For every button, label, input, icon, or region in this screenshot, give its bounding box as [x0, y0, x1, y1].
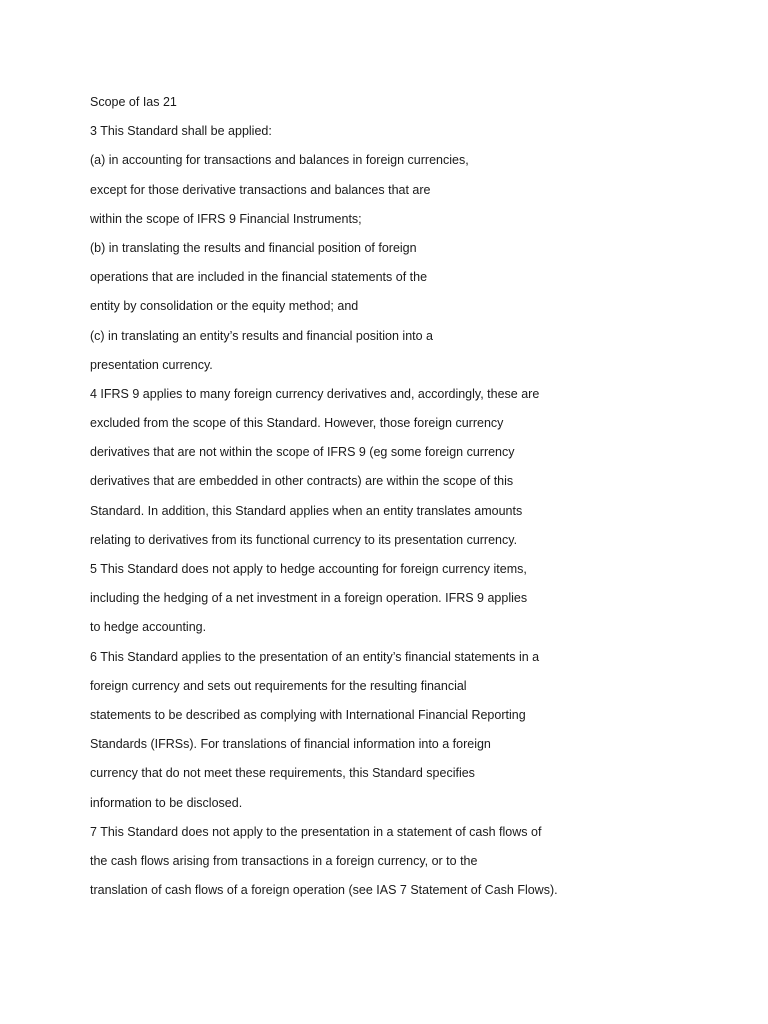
paragraph-6-line: Standards (IFRSs). For translations of financial information into a foreign — [90, 737, 491, 752]
paragraph-4-line: Standard. In addition, this Standard applies when an entity translates amounts — [90, 503, 523, 518]
paragraph-3b-line: entity by consolidation or the equity method; and — [90, 299, 359, 314]
paragraph-6-line: information to be disclosed. — [90, 795, 243, 810]
paragraph-7-line: 7 This Standard does not apply to the presentation in a statement of cash flows of — [90, 824, 542, 839]
paragraph-5-line: including the hedging of a net investment in a foreign operation. IFRS 9 applies — [90, 591, 528, 606]
paragraph-4-line: derivatives that are not within the scope of IFRS 9 (eg some foreign currency — [90, 445, 515, 460]
paragraph-3b-line: operations that are included in the financial statements of the — [90, 270, 428, 285]
paragraph-5-line: 5 This Standard does not apply to hedge accounting for foreign currency items, — [90, 562, 527, 576]
paragraph-3a-line: (a) in accounting for transactions and balances in foreign currencies, — [90, 153, 469, 168]
paragraph-3c-line: (c) in translating an entity’s results and financial position into a — [90, 328, 434, 343]
paragraph-6-line: statements to be described as complying with International Financial Reporting — [90, 707, 526, 722]
paragraph-3c-line: presentation currency. — [90, 357, 213, 372]
paragraph-7-line: translation of cash flows of a foreign operation (see IAS 7 Statement of Cash Flows). — [90, 883, 558, 898]
paragraph-5-line: to hedge accounting. — [90, 620, 207, 635]
paragraph-3a-line: except for those derivative transactions and balances that are — [90, 182, 431, 197]
paragraph-3-line: 3 This Standard shall be applied: — [90, 124, 272, 139]
paragraph-4-line: 4 IFRS 9 applies to many foreign currency derivatives and, accordingly, these are — [90, 386, 540, 401]
paragraph-6-line: 6 This Standard applies to the presentation of an entity’s financial statements in a — [90, 649, 540, 664]
paragraph-4-line: relating to derivatives from its functional currency to its presentation currency. — [90, 532, 518, 547]
paragraph-3b-line: (b) in translating the results and financial position of foreign — [90, 240, 417, 255]
paragraph-4-line: excluded from the scope of this Standard. However, those foreign currency — [90, 416, 504, 431]
paragraph-3a-line: within the scope of IFRS 9 Financial Instruments; — [90, 211, 362, 226]
document-body — [90, 88, 750, 905]
paragraph-6-line: currency that do not meet these requirements, this Standard specifies — [90, 766, 475, 781]
paragraph-4-line: derivatives that are embedded in other contracts) are within the scope of this — [90, 474, 514, 489]
paragraph-6-line: foreign currency and sets out requirements for the resulting financial — [90, 678, 467, 693]
paragraph-7-line: the cash flows arising from transactions in a foreign currency, or to the — [90, 853, 478, 868]
heading-scope-of-ias-21: Scope of Ias 21 — [90, 95, 177, 109]
